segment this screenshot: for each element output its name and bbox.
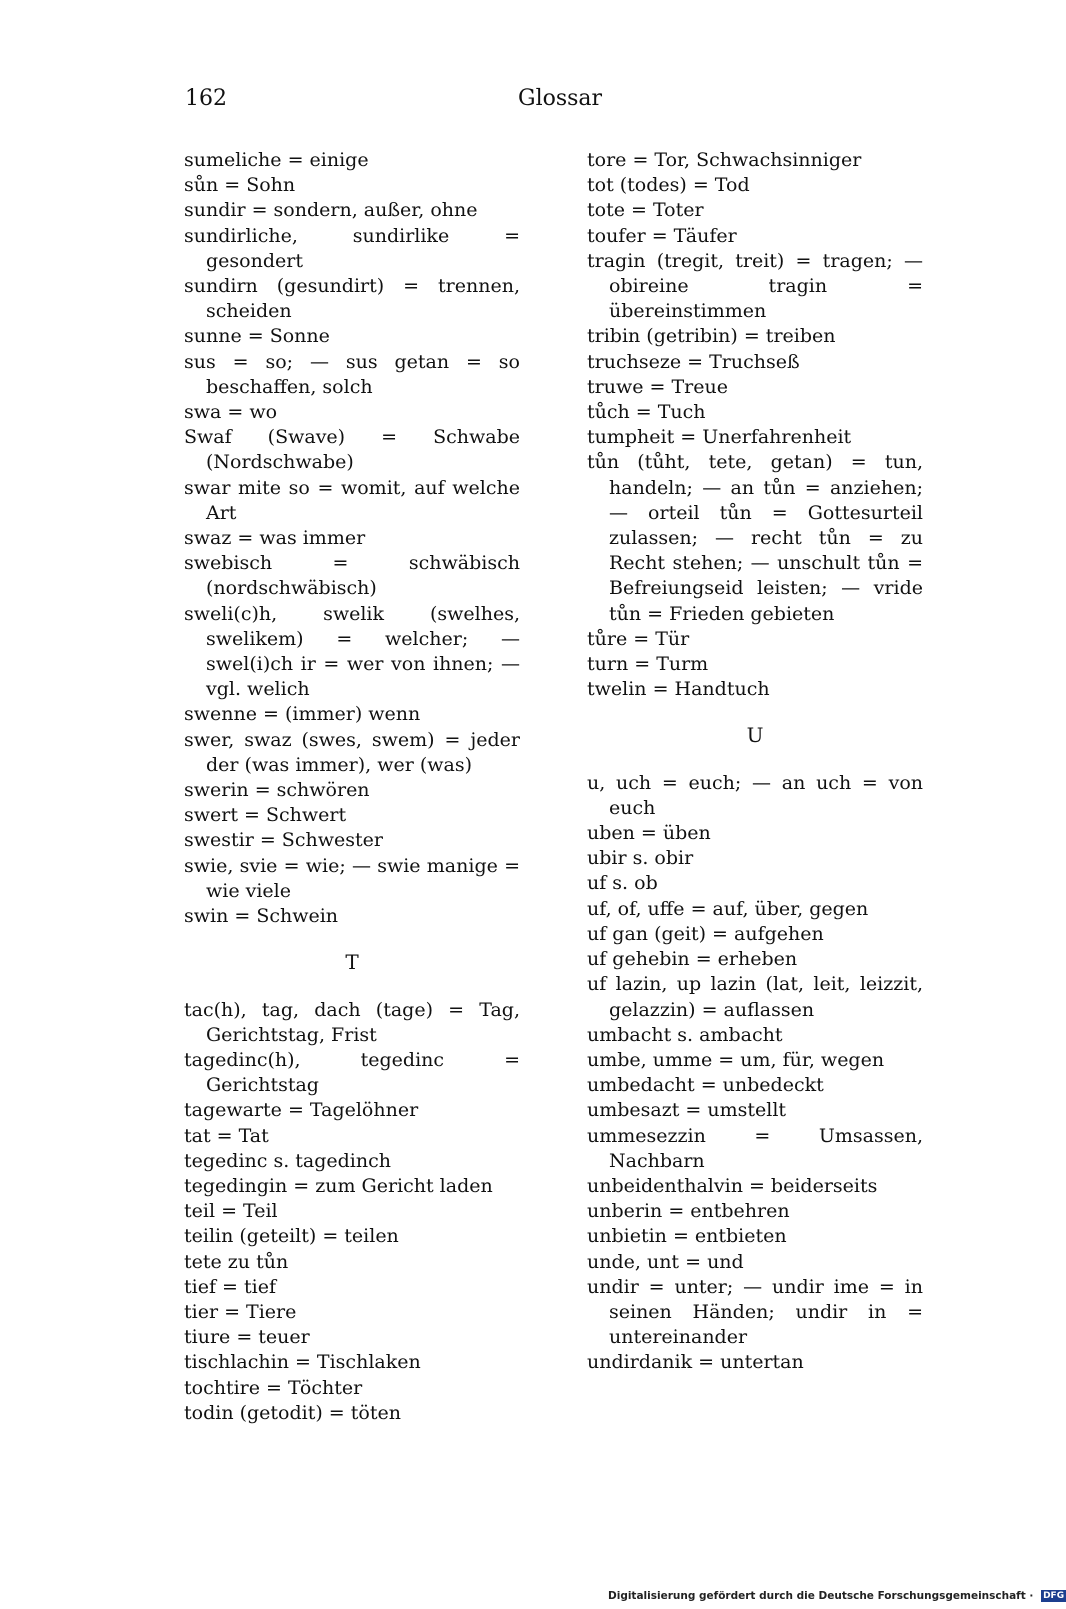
glossary-entry: teilin (geteilt) = teilen bbox=[184, 1225, 399, 1248]
glossary-entry: uf gan (geit) = aufgehen bbox=[587, 922, 824, 945]
left-column bbox=[184, 148, 520, 1426]
glossary-entry: twelin = Handtuch bbox=[587, 678, 770, 701]
glossary-entry: u, uch = euch; — an uch = von euch bbox=[587, 771, 923, 819]
entries-t-list bbox=[184, 998, 520, 1426]
glossary-entry: swert = Schwert bbox=[184, 804, 347, 827]
glossary-entry: tůn (tůht, tete, getan) = tun, handeln; — an tůn = anziehen; — orteil tůn = Gottesurteil zulassen; — recht tůn = zu Recht stehen; — unschult tůn = Befreiungseid leisten; — vride tůn = Frieden gebieten bbox=[587, 451, 923, 625]
glossary-entry: tot (todes) = Tod bbox=[587, 174, 750, 197]
glossary-entry: swenne = (immer) wenn bbox=[184, 703, 421, 726]
digitization-credit: Digitalisierung gefördert durch die Deutsche Forschungsgemeinschaft · DFG bbox=[608, 1590, 1065, 1602]
glossary-entry: tumpheit = Unerfahrenheit bbox=[587, 426, 852, 449]
right-column bbox=[587, 148, 923, 1376]
glossary-entry: swa = wo bbox=[184, 401, 278, 424]
glossary-entry: uf, of, uffe = auf, über, gegen bbox=[587, 897, 869, 920]
glossary-entry: swar mite so = womit, auf welche Art bbox=[184, 476, 520, 524]
glossary-entry: tier = Tiere bbox=[184, 1300, 297, 1323]
glossary-entry: unde, unt = und bbox=[587, 1250, 744, 1273]
glossary-entry: umbedacht = unbedeckt bbox=[587, 1074, 824, 1097]
glossary-entry: undir = unter; — undir ime = in seinen Händen; undir in = untereinander bbox=[587, 1275, 923, 1349]
glossary-entry: toufer = Täufer bbox=[587, 224, 737, 247]
glossary-entry: tore = Tor, Schwachsinniger bbox=[587, 149, 862, 171]
glossary-entry: swebisch = schwäbisch (nordschwäbisch) bbox=[184, 552, 520, 600]
glossary-entry: unberin = entbehren bbox=[587, 1200, 790, 1223]
glossary-entry: uben = üben bbox=[587, 822, 711, 845]
glossary-entry: tote = Toter bbox=[587, 199, 704, 222]
glossary-entry: swin = Schwein bbox=[184, 905, 339, 928]
glossary-entry: tief = tief bbox=[184, 1275, 276, 1298]
glossary-entry: sůn = Sohn bbox=[184, 174, 296, 197]
entries-t-continued-list bbox=[587, 148, 923, 702]
glossary-entry: Swaf (Swave) = Schwabe (Nordschwabe) bbox=[184, 426, 520, 474]
entries-u-list bbox=[587, 771, 923, 1376]
dfg-logo: DFG bbox=[1043, 1591, 1065, 1601]
glossary-entry: swestir = Schwester bbox=[184, 829, 383, 852]
glossary-entry: umbesazt = umstellt bbox=[587, 1099, 787, 1122]
glossary-entry: sumeliche = einige bbox=[184, 149, 369, 171]
glossary-entry: tischlachin = Tischlaken bbox=[184, 1351, 421, 1374]
glossary-entry: umbe, umme = um, für, wegen bbox=[587, 1048, 885, 1071]
glossary-entry: sunne = Sonne bbox=[184, 325, 330, 348]
entries-s-list bbox=[184, 148, 520, 929]
glossary-entry: ubir s. obir bbox=[587, 847, 694, 870]
glossary-entry: tegedinc s. tagedinch bbox=[184, 1149, 391, 1172]
glossary-entry: tagedinc(h), tegedinc = Gerichtstag bbox=[184, 1048, 520, 1097]
glossary-entry: teil = Teil bbox=[184, 1200, 278, 1223]
glossary-entry: unbietin = entbieten bbox=[587, 1225, 787, 1248]
running-head bbox=[0, 86, 1000, 126]
page-number: 162 bbox=[185, 86, 227, 111]
glossary-entry: uf s. ob bbox=[587, 872, 658, 895]
glossary-entry: sundirn (gesundirt) = trennen, scheiden bbox=[184, 275, 520, 323]
glossary-entry: sus = so; — sus getan = so beschaffen, solch bbox=[184, 350, 520, 398]
glossary-entry: tribin (getribin) = treiben bbox=[587, 325, 836, 348]
glossary-entry: tat = Tat bbox=[184, 1124, 269, 1147]
glossary-entry: tete zu tůn bbox=[184, 1250, 289, 1273]
glossary-entry: swer, swaz (swes, swem) = jeder der (was immer), wer (was) bbox=[184, 728, 520, 776]
glossary-entry: tagewarte = Tagelöhner bbox=[184, 1099, 419, 1122]
glossary-entry: swie, svie = wie; — swie manige = wie viele bbox=[184, 854, 520, 902]
glossary-entry: tůch = Tuch bbox=[587, 401, 706, 424]
glossary-entry: truwe = Treue bbox=[587, 375, 728, 398]
glossary-entry: sweli(c)h, swelik (swelhes, swelikem) = welcher; — swel(i)ch ir = wer von ihnen; — vgl. welich bbox=[184, 602, 520, 701]
glossary-entry: todin (getodit) = töten bbox=[184, 1401, 401, 1424]
glossary-entry: ummesezzin = Umsassen, Nachbarn bbox=[587, 1124, 923, 1172]
running-title: Glossar bbox=[518, 86, 603, 111]
glossary-entry: truchseze = Truchseß bbox=[587, 350, 800, 373]
glossary-entry: tůre = Tür bbox=[587, 627, 690, 650]
glossary-entry: swerin = schwören bbox=[184, 779, 370, 802]
glossary-entry: turn = Turm bbox=[587, 653, 709, 676]
glossary-entry: uf lazin, up lazin (lat, leit, leizzit, gelazzin) = auflassen bbox=[587, 973, 923, 1021]
glossary-entry: undirdanik = untertan bbox=[587, 1351, 804, 1374]
glossary-entry: sundir = sondern, außer, ohne bbox=[184, 199, 478, 222]
section-heading-t: T bbox=[345, 950, 359, 975]
glossary-entry: umbacht s. ambacht bbox=[587, 1023, 783, 1046]
glossary-entry: swaz = was immer bbox=[184, 527, 366, 550]
footer-text: Digitalisierung gefördert durch die Deutsche Forschungsgemeinschaft bbox=[608, 1590, 1026, 1602]
glossary-entry: tochtire = Töchter bbox=[184, 1376, 363, 1399]
glossary-entry: tac(h), tag, dach (tage) = Tag, Gerichtstag, Frist bbox=[184, 998, 520, 1046]
glossary-entry: uf gehebin = erheben bbox=[587, 948, 798, 971]
glossary-entry: sundirliche, sundirlike = gesondert bbox=[184, 224, 520, 272]
glossary-entry: tegedingin = zum Gericht laden bbox=[184, 1174, 493, 1197]
glossary-entry: tiure = teuer bbox=[184, 1326, 310, 1349]
glossary-entry: unbeidenthalvin = beiderseits bbox=[587, 1174, 878, 1197]
section-heading-u: U bbox=[746, 723, 764, 748]
glossary-entry: tragin (tregit, treit) = tragen; — obireine tragin = übereinstimmen bbox=[587, 249, 923, 323]
